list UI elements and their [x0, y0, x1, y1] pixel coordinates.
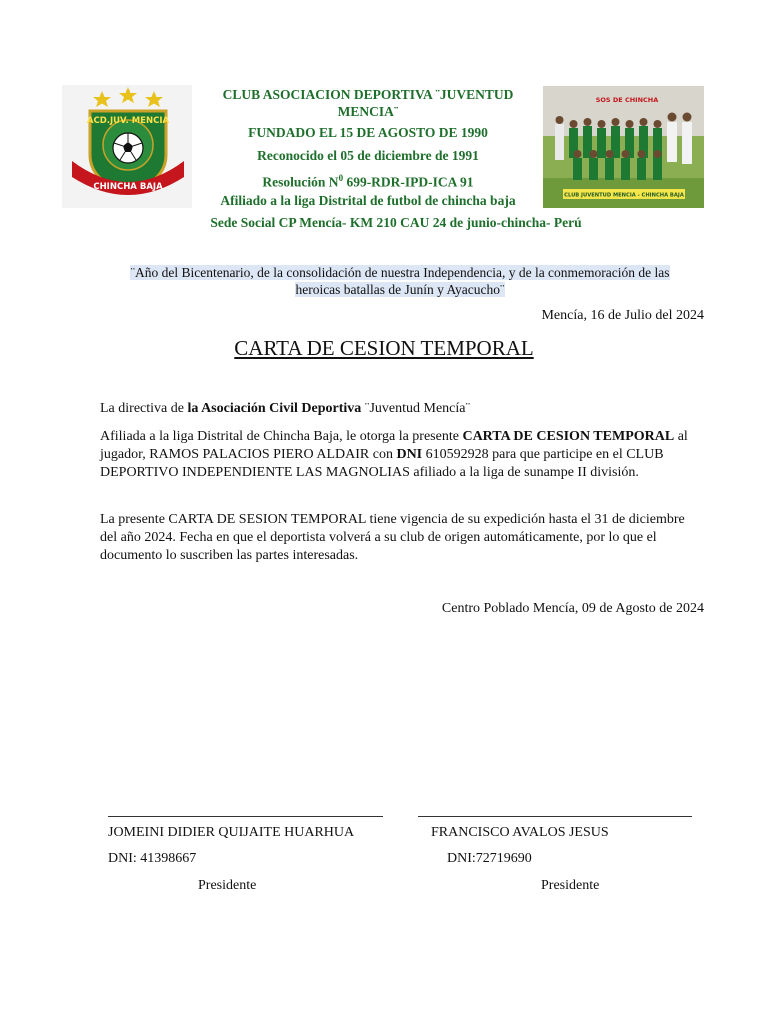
photo-top-caption: SOS DE CHINCHA — [595, 96, 659, 104]
p1-text-a: La directiva de — [100, 401, 188, 416]
club-crest-graphic — [62, 85, 192, 208]
team-photo-graphic — [543, 86, 704, 208]
p1-text-c: ¨Juventud Mencía¨ — [361, 401, 471, 416]
signature-line-left — [108, 816, 383, 817]
signatory-1-dni: DNI: 41398667 — [108, 851, 197, 866]
signatory-2-role: Presidente — [541, 878, 600, 893]
p2-text-a: Afiliada a la liga Distrital de Chincha Baja, le otorga la presente — [100, 429, 463, 444]
p1-text-bold: la Asociación Civil Deportiva — [187, 401, 362, 416]
p2-text-e: 610592928 para que participe en el CLUB DEPORTIVO INDEPENDIENTE LAS MAGNOLIAS afiliado a la liga de sunampe II división. — [100, 447, 664, 480]
paragraph-2 — [100, 428, 705, 482]
paragraph-1 — [100, 400, 705, 418]
signatory-2-name: FRANCISCO AVALOS JESUS — [431, 825, 609, 840]
club-crest — [62, 85, 192, 208]
star-icon — [119, 87, 137, 103]
date-top: Mencía, 16 de Julio del 2024 — [541, 308, 704, 323]
affiliation-line: Afiliado a la liga Distrital de futbol de chincha baja — [220, 193, 516, 208]
page-title: CARTA DE CESION TEMPORAL — [234, 336, 534, 360]
signatory-2-dni: DNI:72719690 — [447, 851, 532, 866]
signatory-1-role: Presidente — [198, 878, 257, 893]
resolution-rest: 699-RDR-IPD-ICA 91 — [343, 174, 474, 190]
team-photo — [543, 86, 704, 208]
resolution-prefix: Resolución N — [262, 174, 339, 190]
signatory-1-name: JOMEINI DIDIER QUIJAITE HUARHUA — [108, 825, 355, 840]
p2-text-bold-title: CARTA DE CESION TEMPORAL — [462, 429, 675, 444]
signature-line-right — [418, 816, 692, 817]
resolution-sup: 0 — [338, 173, 344, 183]
founded-line: FUNDADO EL 15 DE AGOSTO DE 1990 — [248, 125, 488, 140]
resolution-line — [196, 170, 540, 191]
address-line: Sede Social CP Mencía- KM 210 CAU 24 de junio-chincha- Perú — [210, 215, 582, 230]
p2-text-c: al jugador, RAMOS PALACIOS PIERO ALDAIR con — [100, 429, 688, 462]
p2-text-bold-dni: DNI — [396, 447, 423, 462]
star-icon — [145, 91, 163, 107]
star-icon — [93, 91, 111, 107]
paragraph-3: La presente CARTA DE SESION TEMPORAL tiene vigencia de su expedición hasta el 31 de diciembre del año 2024. Fecha en que el deportista volverá a su club de origen automáticamente, por lo que el documento lo suscriben las partes interesadas. — [100, 512, 685, 563]
crest-banner-text: CHINCHA BAJA — [93, 182, 163, 192]
photo-bottom-caption: CLUB JUVENTUD MENCIA - CHINCHA BAJA — [564, 192, 684, 199]
club-name: CLUB ASOCIACION DEPORTIVA ¨JUVENTUD MENCIA¨ — [222, 87, 514, 119]
recognized-line: Reconocido el 05 de diciembre de 1991 — [257, 148, 479, 163]
motto-text: ¨Año del Bicentenario, de la consolidación de nuestra Independencia, y de la conmemoración de las heroicas batallas de Junín y Ayacucho¨ — [130, 265, 670, 297]
crest-arc-text: ACD.JUV. MENCIA — [86, 116, 170, 126]
motto — [110, 264, 690, 298]
date-bottom: Centro Poblado Mencía, 09 de Agosto de 2024 — [441, 601, 704, 616]
